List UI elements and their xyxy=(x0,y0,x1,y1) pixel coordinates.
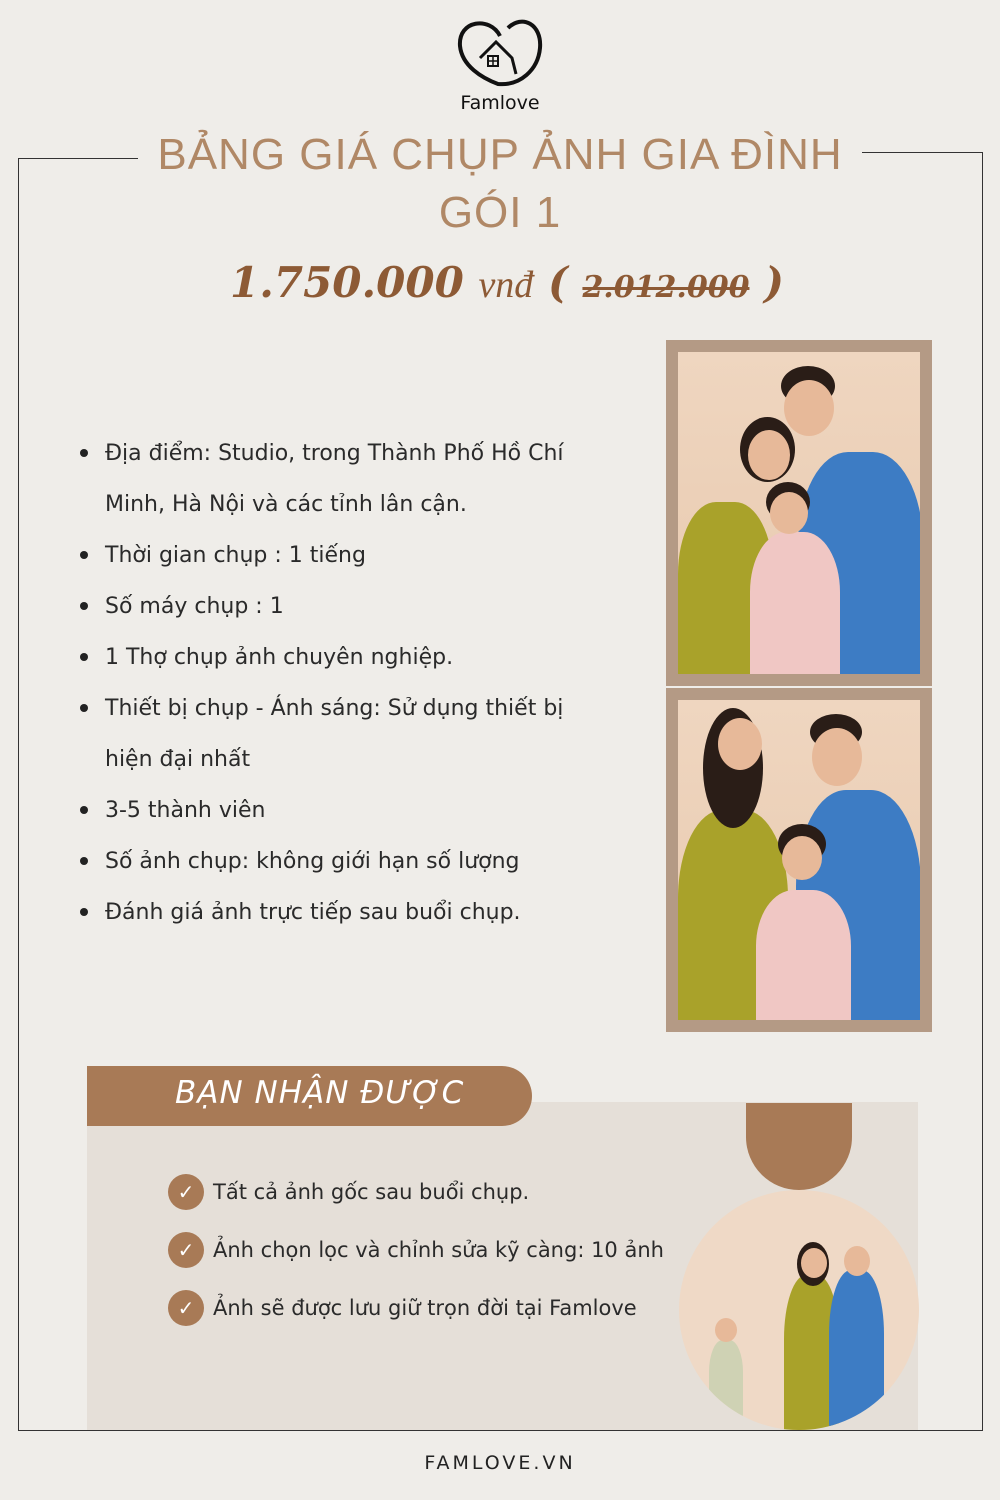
feature-item: Thiết bị chụp - Ánh sáng: Sử dụng thiết bị hiện đại nhất xyxy=(80,683,600,785)
feature-list xyxy=(80,428,600,938)
frame-line xyxy=(18,1430,983,1431)
feature-item: Số ảnh chụp: không giới hạn số lượng xyxy=(80,836,600,887)
famlove-logo xyxy=(450,14,550,114)
benefit-text: Tất cả ảnh gốc sau buổi chụp. xyxy=(213,1180,530,1204)
check-circle-icon: ✓ xyxy=(168,1290,204,1326)
website-link[interactable]: FAMLOVE.VN xyxy=(424,1452,576,1474)
benefit-text: Ảnh chọn lọc và chỉnh sửa kỹ càng: 10 ảnh xyxy=(213,1238,664,1262)
benefit-item xyxy=(168,1232,664,1268)
frame-line xyxy=(982,152,983,1430)
check-circle-icon: ✓ xyxy=(168,1174,204,1210)
frame-line xyxy=(18,158,19,1430)
feature-item: Thời gian chụp : 1 tiếng xyxy=(80,530,600,581)
family-photo-circle xyxy=(679,1190,919,1430)
feature-item: 3-5 thành viên xyxy=(80,785,600,836)
benefits-header xyxy=(87,1066,532,1126)
heart-house-icon xyxy=(450,14,550,94)
benefit-item xyxy=(168,1174,529,1210)
feature-item: Đánh giá ảnh trực tiếp sau buổi chụp. xyxy=(80,887,600,938)
feature-item: 1 Thợ chụp ảnh chuyên nghiệp. xyxy=(80,632,600,683)
paren-close: ) xyxy=(764,258,784,307)
family-photo-2 xyxy=(666,688,932,1032)
logo-text: Famlove xyxy=(460,92,540,114)
benefit-text: Ảnh sẽ được lưu giữ trọn đời tại Famlove xyxy=(213,1296,637,1320)
current-price: 1.750.000 xyxy=(230,258,464,307)
feature-item: Số máy chụp : 1 xyxy=(80,581,600,632)
family-photo-1 xyxy=(666,340,932,686)
package-title: GÓI 1 xyxy=(438,188,562,237)
check-circle-icon: ✓ xyxy=(168,1232,204,1268)
benefit-item xyxy=(168,1290,637,1326)
feature-item: Địa điểm: Studio, trong Thành Phố Hồ Chí Minh, Hà Nội và các tỉnh lân cận. xyxy=(80,428,600,530)
price xyxy=(230,258,784,307)
benefits-heading: BẠN NHẬN ĐƯỢC xyxy=(175,1075,465,1111)
currency-unit: vnđ xyxy=(478,264,534,306)
paren-open: ( xyxy=(547,258,568,307)
original-price: 2.012.000 xyxy=(582,270,750,305)
page-title: BẢNG GIÁ CHỤP ẢNH GIA ĐÌNH xyxy=(157,130,843,179)
